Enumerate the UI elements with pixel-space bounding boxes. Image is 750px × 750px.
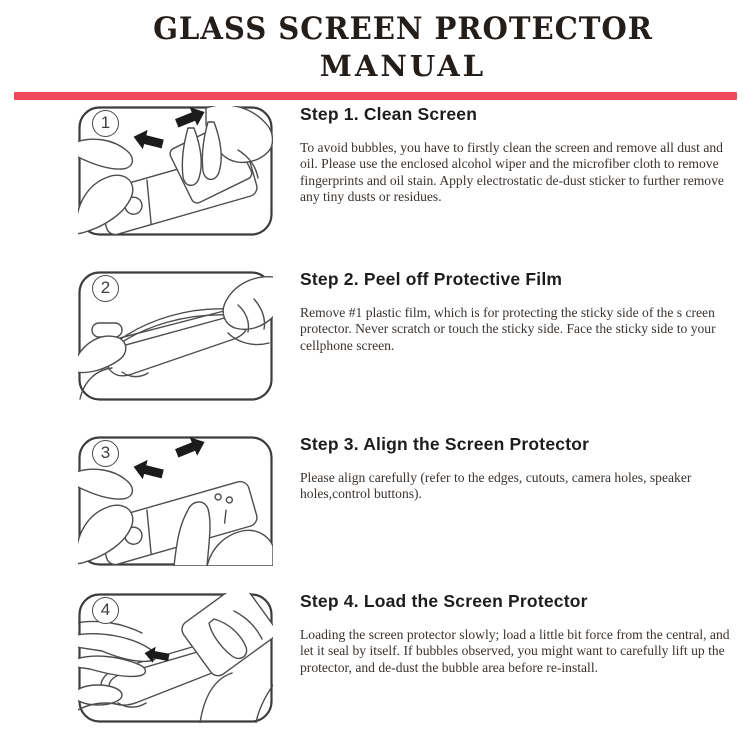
step-number-badge: 3: [92, 440, 119, 467]
step-2-body: Remove #1 plastic film, which is for protecting the sticky side of the s creen protector. Never scratch or touch the sticky side. Face the sticky side to your cellphone screen.: [300, 304, 716, 353]
step-4-illustration: [78, 593, 273, 723]
step-row-2: [78, 268, 750, 401]
page-title: GLASS SCREEN PROTECTOR: [153, 11, 653, 47]
step-row-4: [78, 590, 750, 723]
step-1-body: To avoid bubbles, you have to firstly clean the screen and remove all dust and oil. Please use the enclosed alcohol wiper and the microfiber cloth to remove fingerprints and oil stain. Apply electrostatic de-dust sticker to further remove any tiny dusts or residues.: [300, 139, 724, 205]
step-3-heading: Step 3. Align the Screen Protector: [300, 433, 590, 454]
step-number-badge: 2: [92, 275, 119, 302]
step-2-text: [300, 268, 750, 355]
step-4-heading: Step 4. Load the Screen Protector: [300, 590, 588, 611]
step-row-1: [78, 103, 750, 236]
step-1-text: [300, 103, 750, 206]
step-row-3: [78, 433, 750, 566]
title-divider: [14, 92, 737, 100]
step-3-body: Please align carefully (refer to the edges, cutouts, camera holes, speaker holes,control buttons).: [300, 469, 692, 502]
step-3-illustration: [78, 436, 273, 566]
step-4-text: [300, 590, 750, 677]
film-pull-tab: [92, 323, 122, 337]
step-4-body: Loading the screen protector slowly; load a little bit force from the central, and let it seal by itself. If bubbles observed, you might want to carefully lift up the protector, and de-dust the bubble area before re-install.: [300, 626, 730, 675]
step-3-text: [300, 433, 750, 503]
step-2-illustration: [78, 271, 273, 401]
step-number-badge: 1: [92, 110, 119, 137]
manual-header: [0, 0, 750, 83]
step-1-heading: Step 1. Clean Screen: [300, 103, 478, 124]
step-2-heading: Step 2. Peel off Protective Film: [300, 268, 563, 289]
page-subtitle: MANUAL: [319, 48, 487, 83]
step-1-illustration: [78, 106, 273, 236]
steps-list: [78, 103, 750, 723]
step-number-badge: 4: [92, 597, 119, 624]
